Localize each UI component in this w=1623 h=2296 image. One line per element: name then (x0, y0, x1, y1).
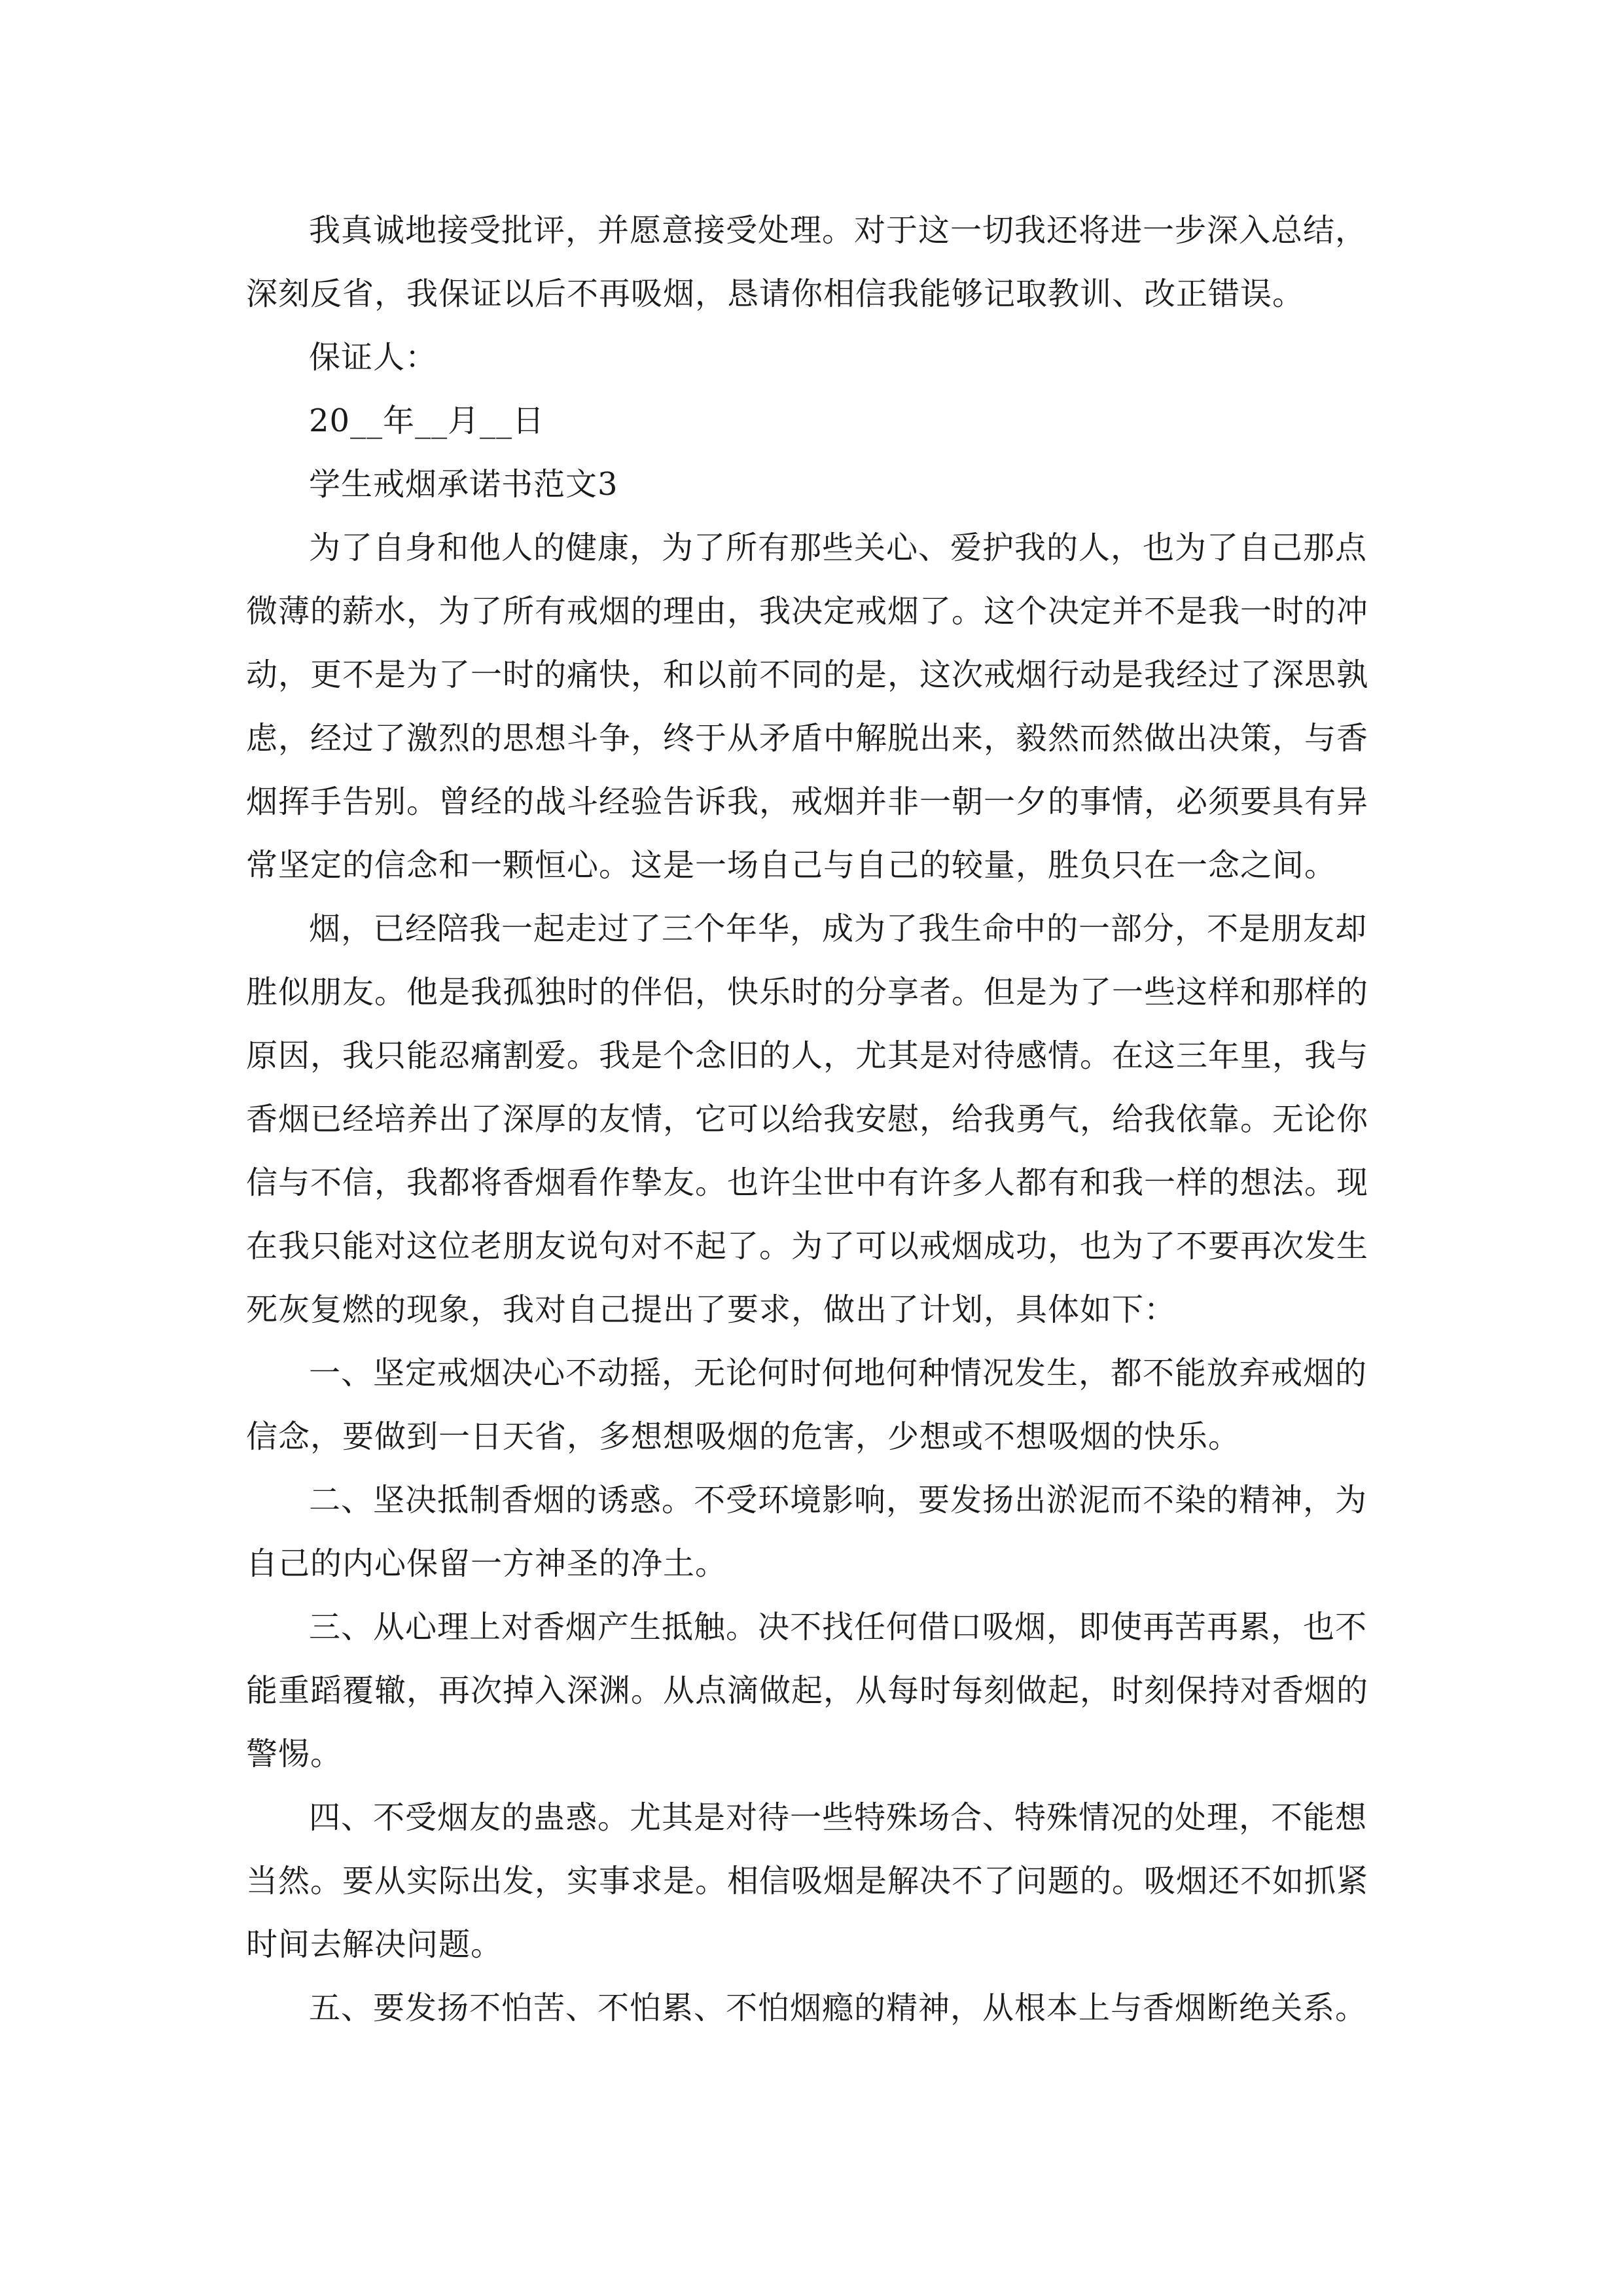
paragraph-line: 信与不信，我都将香烟看作挚友。也许尘世中有许多人都有和我一样的想法。现 (246, 1164, 1369, 1201)
section-title: 学生戒烟承诺书范文3 (309, 466, 618, 503)
list-item-line: 二、坚决抵制香烟的诱惑。不受环境影响，要发扬出淤泥而不染的精神，为 (309, 1482, 1368, 1518)
paragraph-line: 我真诚地接受批评，并愿意接受处理。对于这一切我还将进一步深入总结， (309, 212, 1368, 249)
list-item-line: 一、坚定戒烟决心不动摇，无论何时何地何种情况发生，都不能放弃戒烟的 (309, 1355, 1368, 1391)
list-item-line: 三、从心理上对香烟产生抵触。决不找任何借口吸烟，即使再苦再累，也不 (309, 1609, 1368, 1645)
paragraph-line: 死灰复燃的现象，我对自己提出了要求，做出了计划，具体如下： (246, 1291, 1177, 1328)
list-item-line: 五、要发扬不怕苦、不怕累、不怕烟瘾的精神，从根本上与香烟断绝关系。 (309, 1990, 1368, 2026)
paragraph-line: 微薄的薪水，为了所有戒烟的理由，我决定戒烟了。这个决定并不是我一时的冲 (246, 593, 1369, 630)
list-item-line: 自己的内心保留一方神圣的净土。 (246, 1545, 728, 1582)
paragraph-line: 深刻反省，我保证以后不再吸烟，恳请你相信我能够记取教训、改正错误。 (246, 276, 1305, 312)
list-item-line: 信念，要做到一日天省，多想想吸烟的危害，少想或不想吸烟的快乐。 (246, 1418, 1241, 1455)
list-item-line: 四、不受烟友的蛊惑。尤其是对待一些特殊场合、特殊情况的处理，不能想 (309, 1799, 1368, 1836)
paragraph-line: 原因，我只能忍痛割爱。我是个念旧的人，尤其是对待感情。在这三年里，我与 (246, 1037, 1369, 1074)
paragraph-line: 在我只能对这位老朋友说句对不起了。为了可以戒烟成功，也为了不要再次发生 (246, 1228, 1369, 1265)
paragraph-line: 虑，经过了激烈的思想斗争，终于从矛盾中解脱出来，毅然而然做出决策，与香 (246, 720, 1369, 757)
paragraph-line: 香烟已经培养出了深厚的友情，它可以给我安慰，给我勇气，给我依靠。无论你 (246, 1101, 1369, 1138)
list-item-line: 能重蹈覆辙，再次掉入深渊。从点滴做起，从每时每刻做起，时刻保持对香烟的 (246, 1672, 1369, 1709)
list-item-line: 当然。要从实际出发，实事求是。相信吸烟是解决不了问题的。吸烟还不如抓紧 (246, 1863, 1369, 1899)
paragraph-line: 烟挥手告别。曾经的战斗经验告诉我，戒烟并非一朝一夕的事情，必须要具有异 (246, 783, 1369, 820)
list-item-line: 警惕。 (246, 1736, 343, 1772)
paragraph-line: 动，更不是为了一时的痛快，和以前不同的是，这次戒烟行动是我经过了深思孰 (246, 656, 1369, 693)
list-item-line: 时间去解决问题。 (246, 1926, 503, 1963)
paragraph-line: 烟，已经陪我一起走过了三个年华，成为了我生命中的一部分，不是朋友却 (309, 910, 1368, 947)
document-body (246, 199, 1383, 2040)
signature-label: 保证人： (309, 339, 438, 376)
paragraph-line: 常坚定的信念和一颗恒心。这是一场自己与自己的较量，胜负只在一念之间。 (246, 847, 1337, 884)
paragraph-line: 胜似朋友。他是我孤独时的伴侣，快乐时的分享者。但是为了一些这样和那样的 (246, 974, 1369, 1011)
paragraph-line: 为了自身和他人的健康，为了所有那些关心、爱护我的人，也为了自己那点 (309, 529, 1368, 566)
date-line: 20__年__月__日 (309, 403, 545, 439)
